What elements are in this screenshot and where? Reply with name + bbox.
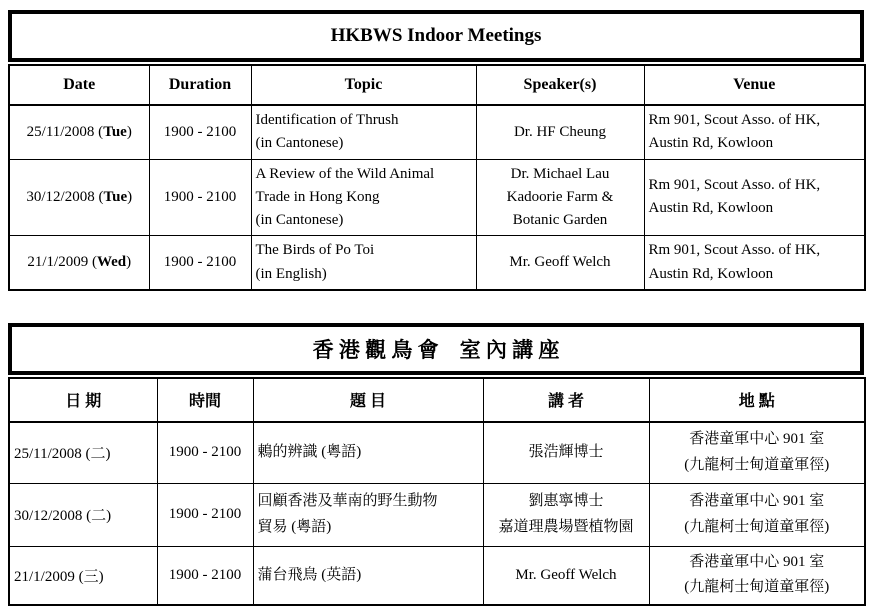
topic-cell: [251, 159, 476, 236]
header-date-zh: 日 期: [9, 378, 157, 422]
date-cell: 25/11/2008 (二): [9, 422, 157, 484]
date-cell: 30/12/2008 (二): [9, 483, 157, 546]
speaker-line: 張浩輝博士: [528, 444, 604, 460]
table-row: [9, 105, 865, 159]
topic-line: Trade in Hong Kong: [255, 188, 380, 205]
venue-cell: [644, 105, 865, 159]
topic-line: 蒲台飛鳥 (英語): [257, 566, 362, 583]
topic-line: A Review of the Wild Animal: [255, 165, 435, 182]
header-duration: Duration: [149, 65, 251, 105]
date-text: 30/12/2008 (: [26, 188, 104, 205]
venue-cell: [644, 159, 865, 236]
speaker-line: 劉惠寧博士: [528, 493, 604, 510]
duration-cell: 1900 - 2100: [157, 483, 253, 546]
duration-cell: 1900 - 2100: [149, 159, 251, 236]
duration-cell: 1900 - 2100: [149, 105, 251, 159]
table-row: [9, 422, 865, 484]
header-venue: Venue: [644, 65, 865, 105]
english-table-title: [8, 10, 864, 62]
venue-line: (九龍柯士甸道童軍徑): [684, 456, 830, 473]
table-row: [9, 236, 865, 290]
topic-cell: [253, 546, 483, 605]
header-speaker: Speaker(s): [476, 65, 644, 105]
date-text: 21/1/2009 (: [27, 254, 97, 270]
speaker-line: Dr. Michael Lau: [510, 165, 610, 182]
venue-line: Rm 901, Scout Asso. of HK,: [648, 177, 821, 194]
venue-line: Rm 901, Scout Asso. of HK,: [648, 242, 821, 259]
speaker-line: Mr. Geoff Welch: [509, 253, 611, 270]
date-cell: 21/1/2009 (三): [9, 546, 157, 605]
speaker-cell: [476, 236, 644, 290]
speaker-cell: [483, 483, 649, 546]
topic-cell: [253, 483, 483, 546]
date-close: ): [126, 254, 132, 270]
english-header-row: [9, 65, 865, 105]
venue-line: Austin Rd, Kowloon: [648, 265, 774, 282]
header-speaker-zh: 講 者: [483, 378, 649, 422]
date-cell: [9, 159, 149, 236]
topic-cell: [253, 422, 483, 484]
venue-line: (九龍柯士甸道童軍徑): [684, 579, 830, 596]
duration-cell: 1900 - 2100: [149, 236, 251, 290]
header-venue-zh: 地 點: [649, 378, 865, 422]
weekday-text: Tue: [103, 188, 128, 205]
venue-line: Rm 901, Scout Asso. of HK,: [648, 112, 821, 128]
topic-cell: [251, 236, 476, 290]
venue-line: 香港童軍中心 901 室: [689, 493, 825, 510]
speaker-line: 嘉道理農場暨植物園: [498, 518, 634, 535]
date-cell: [9, 105, 149, 159]
speaker-cell: [483, 422, 649, 484]
topic-line: Identification of Thrush: [255, 112, 399, 128]
date-close: ): [127, 188, 133, 205]
venue-cell: [649, 483, 865, 546]
venue-line: Austin Rd, Kowloon: [648, 200, 774, 217]
date-cell: [9, 236, 149, 290]
duration-cell: 1900 - 2100: [157, 422, 253, 484]
speaker-cell: [483, 546, 649, 605]
table-row: [9, 483, 865, 546]
topic-line: 回顧香港及華南的野生動物: [257, 493, 438, 510]
duration-cell: 1900 - 2100: [157, 546, 253, 605]
header-date: Date: [9, 65, 149, 105]
speaker-line: Botanic Garden: [512, 212, 608, 228]
table-row: [9, 159, 865, 236]
venue-line: (九龍柯士甸道童軍徑): [684, 518, 830, 535]
venue-cell: [649, 422, 865, 484]
speaker-line: Mr. Geoff Welch: [515, 566, 617, 583]
chinese-table-title: [8, 323, 864, 375]
speaker-cell: [476, 159, 644, 236]
topic-line: 貿易 (粵語): [257, 518, 332, 535]
header-topic-zh: 題 目: [253, 378, 483, 422]
speaker-cell: [476, 105, 644, 159]
header-topic: Topic: [251, 65, 476, 105]
speaker-line: Dr. HF Cheung: [513, 123, 607, 140]
venue-line: 香港童軍中心 901 室: [689, 553, 825, 570]
english-title-text: HKBWS Indoor Meetings: [330, 25, 542, 46]
speaker-line: Kadoorie Farm &: [506, 188, 614, 205]
topic-line: The Birds of Po Toi: [255, 242, 375, 259]
topic-line: 鶇的辨識 (粵語): [257, 444, 362, 460]
venue-cell: [649, 546, 865, 605]
topic-line: (in Cantonese): [255, 212, 344, 228]
topic-line: (in Cantonese): [255, 135, 344, 152]
topic-line: (in English): [255, 265, 327, 282]
venue-cell: [644, 236, 865, 290]
topic-cell: [251, 105, 476, 159]
weekday-text: Wed: [96, 254, 127, 270]
table-spacer: [8, 291, 864, 323]
venue-line: Austin Rd, Kowloon: [648, 135, 774, 152]
date-close: ): [126, 123, 132, 140]
english-meetings-table: [8, 64, 866, 291]
venue-line: 香港童軍中心 901 室: [689, 431, 825, 448]
header-duration-zh: 時間: [157, 378, 253, 422]
date-text: 25/11/2008 (: [26, 123, 104, 140]
chinese-meetings-table: [8, 377, 866, 606]
weekday-text: Tue: [103, 123, 127, 140]
table-row: [9, 546, 865, 605]
chinese-header-row: [9, 378, 865, 422]
chinese-title-text: 香 港 觀 鳥 會 室 內 講 座: [312, 337, 560, 362]
